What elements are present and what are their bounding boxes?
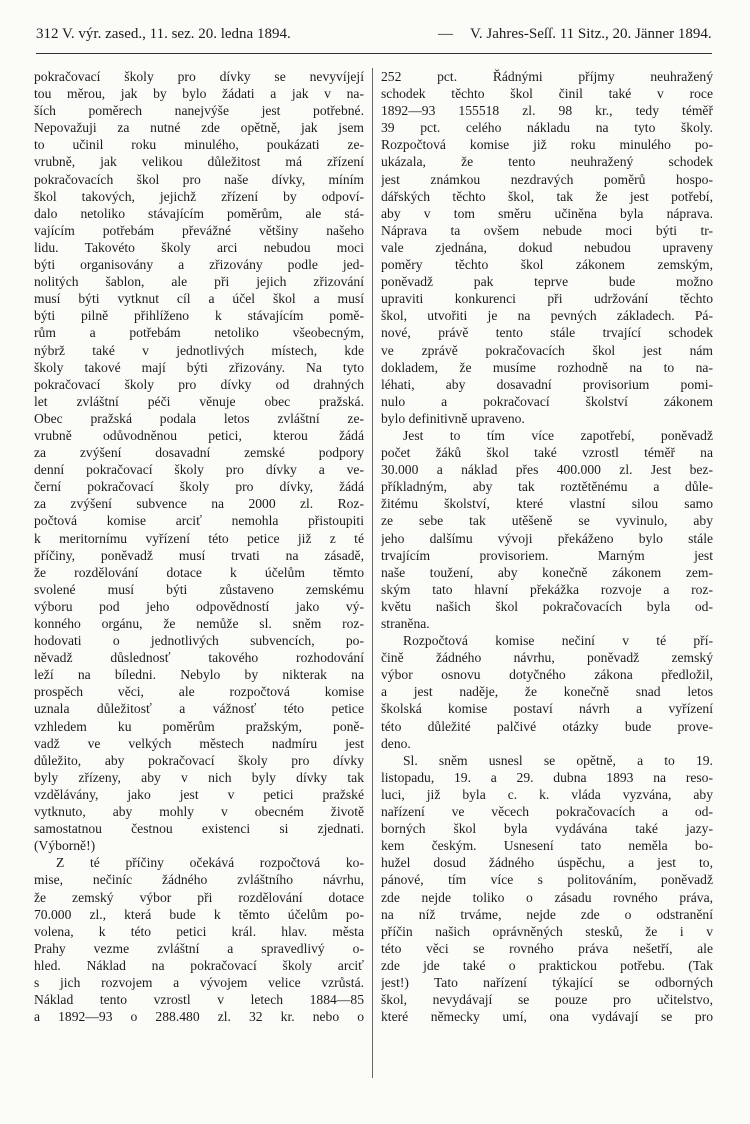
text-line: 1892—93 155518 zl. 98 kr., tedy téměř — [381, 103, 713, 119]
text-line: let zvláštní péči věnuje obec pražská. — [34, 393, 364, 409]
text-line: vzdělávány, jako jest v petici pražské — [34, 786, 364, 802]
text-line: léhati, aby dosavadní provisorium pomi- — [381, 376, 713, 392]
text-line: vale zjednána, dokud nebudou upraveny — [381, 239, 713, 255]
text-line: Náprava ta ovšem nebude moci býti tr- — [381, 222, 713, 238]
text-line: zde nejde toliko o zásadu rovného práva, — [381, 889, 713, 905]
text-line: straněna. — [381, 616, 430, 631]
text-line: Jest to tím více zapotřebí, poněvadž — [403, 427, 713, 443]
text-line: za zvýšení subvence na 2000 zl. Roz- — [34, 496, 364, 512]
text-line: leží na bíledni. Nebylo by nikterak na — [34, 667, 364, 683]
text-line: 70.000 zl., která bude k těmto účelům po- — [34, 906, 364, 922]
text-line: příčiny, poněvadž musí trvati na zásadě, — [34, 547, 364, 563]
text-line: které německy umí, ona vydávají se pro — [381, 1009, 713, 1025]
text-line: poměry těchto škol zákonem zemským, — [381, 257, 713, 273]
text-line: uznala důležitosť a vážnosť této petice — [34, 701, 364, 717]
text-line: ským tato hlavní překážka rozvoje a roz- — [381, 581, 713, 597]
text-line: nolitých šablon, ale při jejich zřizování — [34, 274, 364, 290]
text-line: čině žádného návrhu, poněvadž zemský — [381, 650, 713, 666]
text-line: deno. — [381, 735, 411, 751]
text-line: 39 pct. celého nákladu na tyto školy. — [381, 120, 713, 136]
text-line: zde jde také o praktickou potřebu. (Tak — [381, 957, 713, 973]
text-line: škol, nevydávají se pouze pro učitelstvo, — [381, 992, 713, 1008]
text-line: lidu. Takovéto školy arci nebudou moci — [34, 239, 364, 255]
header-title-german: V. Jahres-Seſſ. 11 Sitz., 20. Jänner 1894. — [470, 26, 712, 42]
header-separator: — — [438, 26, 453, 42]
header-title-czech: V. výr. zased., 11. sez. 20. ledna 1894. — [62, 26, 291, 42]
text-column-left — [34, 68, 364, 1108]
text-line: konného orgánu, že nemůže sl. sněm roz- — [34, 616, 364, 631]
text-line: hled. Náklad na pokračovací školy arciť — [34, 957, 364, 973]
text-line: Nepovažuji za nutné zde opětně, jak jsem — [34, 120, 364, 136]
text-line: hužel dosud žádného úspěchu, a jest to, — [381, 855, 713, 871]
text-line: 30.000 a náklad přes 400.000 zl. Jest bez- — [381, 462, 713, 478]
text-line: mise, nečiníc žádného zvláštního návrhu, — [34, 872, 364, 888]
text-line: že rozdělování dotace k účelům těmto — [34, 564, 364, 580]
text-line: jest!) Tato nařízení týkající se odborných — [381, 974, 713, 990]
text-line: škol, utvořiti je na pevných základech. Pá- — [381, 308, 713, 324]
text-line: k meritornímu vyřízení této petice již z té — [34, 530, 364, 546]
text-line: nulo a pokračovací školství zákonem — [381, 393, 713, 409]
text-line: vadž ve velkých městech nadmíru jest — [34, 735, 364, 751]
text-line: dalo netoliko stávajícím poměrům, ale stá- — [34, 205, 364, 221]
text-line: školská komise postaví návrh a vyřízení — [381, 701, 713, 717]
text-line: rům a potřebám netoliko všeobecným, — [34, 325, 364, 341]
text-line: vajícím potřebám převážné většiny našeho — [34, 222, 364, 238]
text-line: trvajícím provisoriem. Marným jest — [381, 547, 713, 563]
text-line: samostatnou čestnou existenci si zjednati. — [34, 821, 364, 837]
header-rule — [36, 53, 712, 54]
text-line: schodek těchto škol činil také v roce — [381, 86, 713, 102]
text-line: dářských těchto škol, tak že jest potřebí, — [381, 188, 713, 204]
text-line: musí býti vytknut cíl a účel škol a musí — [34, 291, 364, 307]
text-line: počet žáků škol také vzrostl téměř na — [381, 445, 713, 461]
text-line: žitému školství, které vlastní silou samo — [381, 496, 713, 512]
text-line: býti pilně přihlíženo k stávajícím pomě- — [34, 308, 364, 324]
text-line: vytknuto, aby mohly v obecném životě — [34, 804, 364, 820]
text-line: a jest naděje, že konečně snad letos — [381, 684, 713, 700]
text-line: škol takových, jejichž zřízení by odpoví- — [34, 188, 364, 204]
text-line: ších poměrech nanejvýše jest potřebné. — [34, 103, 364, 119]
text-line: s jich rozvojem a vývojem velice vzrůstá. — [34, 974, 364, 990]
text-line: něvadž důslednosť takového rozhodování — [34, 650, 364, 666]
text-line: květu našich škol pokračovacích byla od- — [381, 598, 713, 614]
text-line: prospěch věci, ale rozpočtová komise — [34, 684, 364, 700]
text-line: nařízení ve věcech pokračovacích a od- — [381, 804, 713, 820]
text-line: byly zřízeny, aby v nich byly dívky tak — [34, 769, 364, 785]
text-line: příčin našich oprávněných stesků, že i v — [381, 923, 713, 939]
page-number: 312 — [36, 26, 59, 42]
page-header — [36, 20, 712, 54]
text-line: Náklad tento vzrostl v letech 1884—85 — [34, 992, 364, 1008]
text-line: 252 pct. Řádnými příjmy neuhražený — [381, 69, 713, 84]
text-line: Rozpočtová komise nečiní v té pří- — [403, 633, 713, 649]
text-line: černí pokračovací školy pro dívky, žádá — [34, 479, 364, 495]
text-line: Prahy vezme zvláštní a spravedlivý o- — [34, 940, 364, 956]
text-line: a 1892—93 o 288.480 zl. 32 kr. nebo o — [34, 1009, 364, 1025]
text-line: vrubně, jak velikou důležitost má zřízení — [34, 154, 364, 170]
text-line: tou měrou, jak by bylo žádati a jak v na- — [34, 86, 364, 102]
text-line: na níž trváme, nejde zde o odstranění — [381, 906, 713, 922]
text-line: nové, právě tento stále trvající schodek — [381, 325, 713, 341]
column-divider — [372, 68, 373, 1078]
text-line: důležito, aby pokračovací školy pro dívky — [34, 752, 364, 768]
text-line: upraviti konkurenci při udržování těchto — [381, 291, 713, 307]
text-line: Obec pražská podala letos zvláštní ze- — [34, 410, 364, 426]
text-line: výbor osnovu dotyčného zákona předložil, — [381, 667, 713, 683]
text-line: kem českým. Usnesení tato neměla bo- — [381, 838, 713, 854]
text-line: volena, k této petici král. hlav. města — [34, 923, 364, 939]
text-line: vrubně odůvodněnou petici, kterou žádá — [34, 427, 364, 443]
text-line: výboru pod jeho odpovědností jako vý- — [34, 598, 364, 614]
text-line: jeho dalšímu vývoji překáženo bylo stále — [381, 530, 713, 546]
text-line: této věci se rovného práva nešetří, ale — [381, 940, 713, 956]
text-line: ze sebe tak utěšeně se vyvinulo, aby — [381, 513, 713, 529]
text-line: počtová komise arciť nemohla přistoupiti — [34, 513, 364, 529]
text-line: Rozpočtová komise již roku minulého po- — [381, 137, 713, 153]
text-line: svolené musí býti zůstaveno zemskému — [34, 581, 364, 597]
text-line: nýbrž také v jednotlivých místech, kde — [34, 342, 364, 358]
text-line: Sl. sněm usnesl se opětně, a to 19. — [403, 752, 713, 768]
text-line: pokračovací školy pro dívky se nevyvíjejí — [34, 69, 364, 84]
text-line: že zemský výbor při rozdělování dotace — [34, 889, 364, 905]
text-line: bylo definitivně upraveno. — [381, 410, 525, 426]
text-line: školy takové mají býti zřizovány. Na tyto — [34, 359, 364, 375]
text-line: pokračovací školy pro dívky od drahných — [34, 376, 364, 392]
text-line: (Výborně!) — [34, 838, 96, 854]
text-line: hodovati o jednotlivých subvencích, po- — [34, 633, 364, 649]
text-column-right — [381, 68, 713, 1108]
text-line: denní pokračovací školy pro dívky a ve- — [34, 462, 364, 478]
text-line: příkladným, aby tak roztětěnému a důle- — [381, 479, 713, 495]
text-line: vzhledem ku poměrům pražským, poně- — [34, 718, 364, 734]
text-line: aby v tom směru učiněna byla náprava. — [381, 205, 713, 221]
text-line: dokladem, že musíme rozhodně na to na- — [381, 359, 713, 375]
text-line: luci, již byla c. k. vláda vyzvána, aby — [381, 786, 713, 802]
text-line: býti organisovány a zřizovány podle jed- — [34, 257, 364, 273]
text-line: ve zprávě pokračovacích škol jest nám — [381, 342, 713, 358]
text-line: to učinil roku minulého, poukázati ze- — [34, 137, 364, 153]
text-line: listopadu, 19. a 29. dubna 1893 na reso- — [381, 769, 713, 785]
text-line: poněvadž pak teprve bude možno — [381, 274, 713, 290]
text-line: této důležité palčivé otázky bude prove- — [381, 718, 713, 734]
text-line: borných škol byla vydávána také jazy- — [381, 821, 713, 837]
text-line: Z té příčiny očekává rozpočtová ko- — [56, 855, 364, 871]
text-line: pokračovacích škol pro naše dívky, míním — [34, 171, 364, 187]
text-line: za zvýšení dosavadní zemské podpory — [34, 445, 364, 461]
text-line: pánové, tím více s politováním, poněvadž — [381, 872, 713, 888]
text-line: ukázala, že tento neuhražený schodek — [381, 154, 713, 170]
text-line: jest známkou nezdravých poměrů hospo- — [381, 171, 713, 187]
text-line: naše toužení, aby konečně zákonem zem- — [381, 564, 713, 580]
